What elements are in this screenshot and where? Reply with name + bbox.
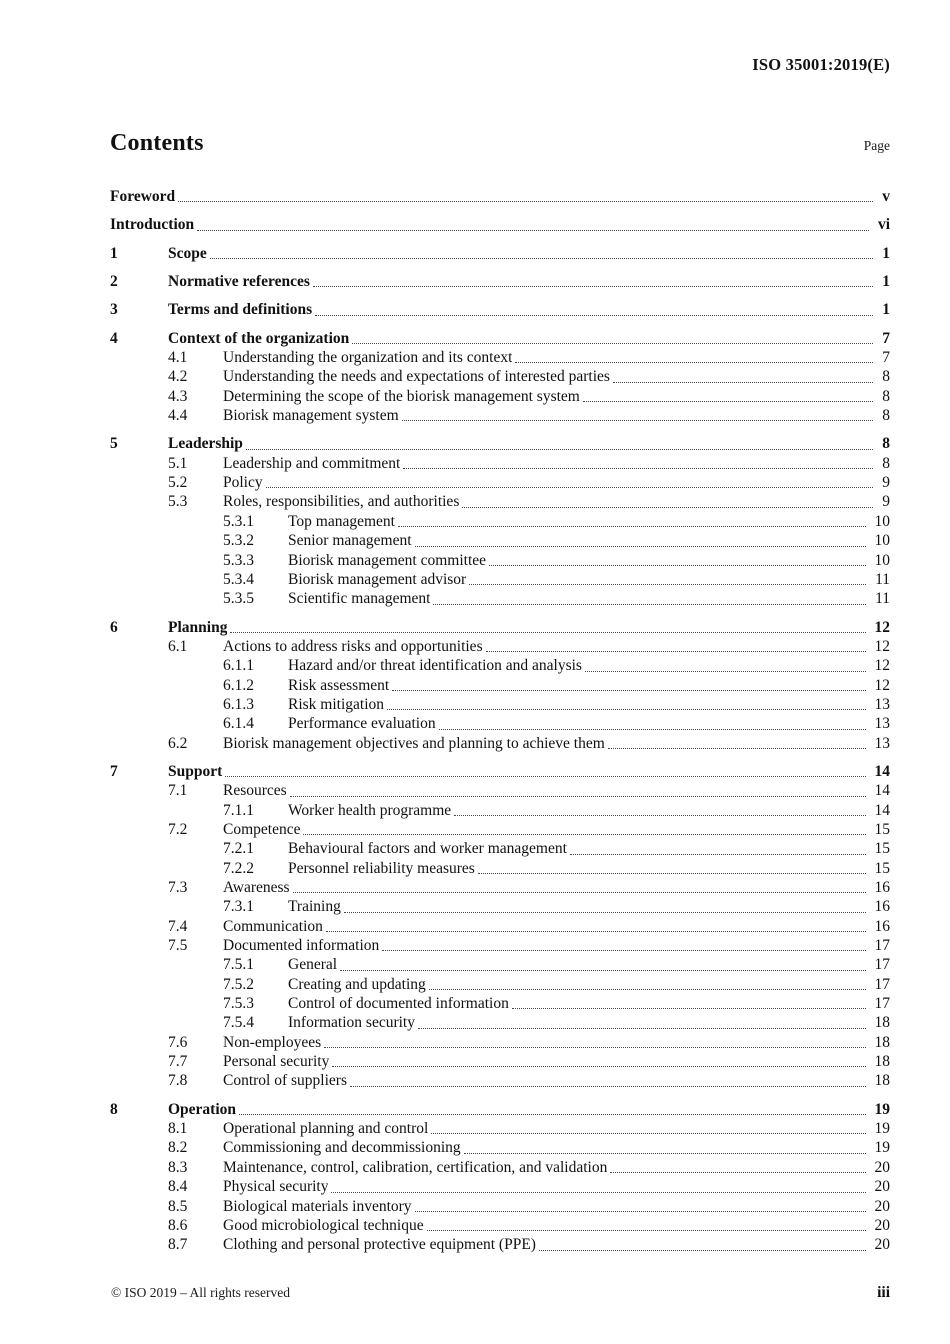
toc-row bbox=[110, 714, 890, 733]
section-number: 3 bbox=[110, 301, 118, 319]
section-title: Understanding the needs and expectations of interested parties bbox=[223, 368, 610, 386]
section-title: Control of documented information bbox=[288, 995, 509, 1013]
section-title: Good microbiological technique bbox=[223, 1216, 424, 1234]
section-title: Awareness bbox=[223, 879, 290, 896]
section-title: Actions to address risks and opportunities bbox=[223, 637, 483, 655]
section-number: 5.3.2 bbox=[223, 532, 254, 550]
toc-row bbox=[110, 329, 890, 348]
toc-row bbox=[110, 512, 890, 531]
section-page-number: 20 bbox=[874, 1178, 890, 1196]
section-title: Context of the organization bbox=[168, 329, 350, 347]
section-title: Biological materials inventory bbox=[223, 1197, 412, 1215]
dot-leader bbox=[431, 1133, 865, 1134]
section-page-number: 10 bbox=[874, 532, 890, 550]
toc-row bbox=[110, 348, 890, 367]
toc-row bbox=[110, 1177, 890, 1196]
section-number: 6.1.1 bbox=[223, 657, 254, 675]
section-title: Maintenance, control, calibration, certification, and validation bbox=[223, 1158, 608, 1176]
toc-row bbox=[110, 1100, 890, 1119]
section-page-number: 19 bbox=[874, 1100, 890, 1118]
dot-leader bbox=[415, 1211, 866, 1212]
section-number: 7 bbox=[110, 762, 118, 780]
dot-leader bbox=[398, 526, 866, 527]
section-page-number: 10 bbox=[874, 512, 890, 530]
section-page-number: 17 bbox=[874, 975, 890, 993]
section-page-number: 7 bbox=[882, 329, 890, 347]
toc-row bbox=[110, 1119, 890, 1138]
toc-row bbox=[110, 272, 890, 291]
section-number: 2 bbox=[110, 273, 118, 291]
toc-row bbox=[110, 215, 890, 234]
dot-leader bbox=[489, 565, 865, 566]
dot-leader bbox=[583, 401, 873, 402]
toc-row bbox=[110, 367, 890, 386]
section-page-number: 18 bbox=[874, 1033, 890, 1051]
toc-row bbox=[110, 936, 890, 955]
section-title: Commissioning and decommissioning bbox=[223, 1139, 461, 1157]
dot-leader bbox=[427, 1230, 866, 1231]
section-page-number: 1 bbox=[882, 244, 890, 262]
section-title: Biorisk management committee bbox=[288, 551, 487, 569]
section-title: Biorisk management objectives and planning to achieve them bbox=[223, 734, 605, 752]
toc-row bbox=[110, 589, 890, 608]
page-column-label: Page bbox=[863, 138, 890, 153]
dot-leader bbox=[331, 1192, 865, 1193]
section-title: Scientific management bbox=[288, 590, 431, 608]
section-title: Leadership and commitment bbox=[223, 454, 401, 472]
toc-row bbox=[110, 994, 890, 1013]
section-page-number: 20 bbox=[874, 1158, 890, 1176]
contents-title-row bbox=[110, 130, 890, 158]
section-page-number: 17 bbox=[874, 956, 890, 974]
section-page-number: 15 bbox=[874, 859, 890, 877]
section-number: 7.8 bbox=[168, 1072, 188, 1090]
dot-leader bbox=[344, 912, 866, 913]
dot-leader bbox=[387, 709, 865, 710]
section-number: 5.3.5 bbox=[223, 590, 254, 608]
toc-row bbox=[110, 637, 890, 656]
dot-leader bbox=[266, 487, 874, 488]
dot-leader bbox=[290, 796, 866, 797]
section-title: Foreword bbox=[110, 188, 176, 205]
section-page-number: 16 bbox=[874, 917, 890, 935]
section-number: 5.1 bbox=[168, 454, 188, 472]
section-number: 7.6 bbox=[168, 1033, 188, 1051]
dot-leader bbox=[418, 1028, 866, 1029]
section-number: 8.4 bbox=[168, 1178, 188, 1196]
section-number: 7.1 bbox=[168, 782, 188, 800]
dot-leader bbox=[539, 1250, 866, 1251]
dot-leader bbox=[340, 970, 865, 971]
section-page-number: 14 bbox=[874, 801, 890, 819]
section-page-number: v bbox=[882, 188, 890, 205]
section-page-number: 18 bbox=[874, 1014, 890, 1032]
section-number: 8.1 bbox=[168, 1120, 188, 1138]
toc-row bbox=[110, 1013, 890, 1032]
section-title: Risk assessment bbox=[288, 676, 390, 694]
section-title: Policy bbox=[223, 474, 263, 492]
section-number: 6.1 bbox=[168, 637, 188, 655]
section-title: Biorisk management advisor bbox=[288, 570, 467, 588]
section-title: Worker health programme bbox=[288, 801, 452, 819]
toc-row bbox=[110, 820, 890, 839]
dot-leader bbox=[464, 1153, 866, 1154]
dot-leader bbox=[293, 892, 866, 893]
section-number: 7.2 bbox=[168, 820, 188, 838]
section-title: Determining the scope of the biorisk management system bbox=[223, 387, 580, 405]
section-title: Terms and definitions bbox=[168, 301, 313, 319]
dot-leader bbox=[454, 815, 865, 816]
section-page-number: 9 bbox=[882, 474, 890, 492]
section-page-number: 13 bbox=[874, 734, 890, 752]
toc-row bbox=[110, 734, 890, 753]
toc-row bbox=[110, 454, 890, 473]
section-title: Training bbox=[288, 898, 341, 916]
dot-leader bbox=[486, 651, 866, 652]
section-page-number: 8 bbox=[882, 387, 890, 405]
dot-leader bbox=[415, 546, 866, 547]
section-page-number: 1 bbox=[882, 301, 890, 319]
section-page-number: 13 bbox=[874, 715, 890, 733]
document-footer bbox=[111, 1284, 890, 1302]
section-number: 6.1.3 bbox=[223, 695, 254, 713]
toc-row bbox=[110, 406, 890, 425]
toc-row bbox=[110, 244, 890, 263]
section-number: 8.3 bbox=[168, 1158, 188, 1176]
dot-leader bbox=[352, 343, 873, 344]
section-title: Physical security bbox=[223, 1178, 329, 1196]
dot-leader bbox=[403, 468, 873, 469]
toc-row bbox=[110, 531, 890, 550]
section-page-number: 1 bbox=[882, 273, 890, 291]
section-number: 8.6 bbox=[168, 1216, 188, 1234]
section-page-number: 16 bbox=[874, 898, 890, 916]
section-number: 7.3 bbox=[168, 879, 188, 896]
section-page-number: 12 bbox=[874, 657, 890, 675]
section-title: Top management bbox=[288, 512, 395, 530]
dot-leader bbox=[225, 776, 865, 777]
section-title: General bbox=[288, 956, 338, 974]
toc-row bbox=[110, 1216, 890, 1235]
section-number: 6 bbox=[110, 618, 118, 636]
section-number: 6.1.2 bbox=[223, 676, 254, 694]
toc-row bbox=[110, 1033, 890, 1052]
section-number: 7.5.2 bbox=[223, 975, 254, 993]
section-title: Communication bbox=[223, 917, 323, 935]
section-title: Information security bbox=[288, 1014, 415, 1032]
section-title: Personal security bbox=[223, 1053, 330, 1071]
section-page-number: 14 bbox=[874, 782, 890, 800]
section-page-number: 18 bbox=[874, 1053, 890, 1071]
dot-leader bbox=[239, 1114, 865, 1115]
section-number: 1 bbox=[110, 244, 118, 262]
section-title: Resources bbox=[223, 782, 287, 800]
dot-leader bbox=[210, 258, 874, 259]
toc-row bbox=[110, 187, 890, 206]
section-number: 8.7 bbox=[168, 1236, 188, 1254]
section-number: 4 bbox=[110, 329, 118, 347]
page-title: Contents bbox=[110, 130, 204, 156]
toc-row bbox=[110, 1138, 890, 1157]
section-title: Operation bbox=[168, 1100, 237, 1118]
folio-page-number: iii bbox=[877, 1284, 890, 1301]
section-number: 5.3.1 bbox=[223, 512, 254, 530]
section-page-number: 19 bbox=[874, 1139, 890, 1157]
dot-leader bbox=[613, 382, 873, 383]
section-number: 7.7 bbox=[168, 1053, 188, 1071]
toc-row bbox=[110, 618, 890, 637]
toc-row bbox=[110, 839, 890, 858]
section-title: Leadership bbox=[168, 435, 243, 453]
section-page-number: 13 bbox=[874, 695, 890, 713]
section-number: 4.3 bbox=[168, 387, 188, 405]
section-title: Hazard and/or threat identification and analysis bbox=[288, 657, 582, 675]
section-number: 8.5 bbox=[168, 1197, 188, 1215]
section-title: Roles, responsibilities, and authorities bbox=[223, 493, 460, 511]
dot-leader bbox=[350, 1086, 866, 1087]
section-number: 7.5.3 bbox=[223, 995, 254, 1013]
dot-leader bbox=[326, 931, 866, 932]
section-title: Non-employees bbox=[223, 1033, 322, 1051]
section-page-number: 7 bbox=[882, 349, 890, 367]
section-page-number: 11 bbox=[875, 590, 890, 608]
toc-row bbox=[110, 676, 890, 695]
section-number: 7.1.1 bbox=[223, 801, 254, 819]
copyright-notice: © ISO 2019 – All rights reserved bbox=[111, 1285, 290, 1300]
dot-leader bbox=[515, 362, 873, 363]
section-page-number: 17 bbox=[874, 995, 890, 1013]
dot-leader bbox=[315, 315, 873, 316]
section-page-number: 10 bbox=[874, 551, 890, 569]
section-number: 7.5.4 bbox=[223, 1014, 254, 1032]
toc-row bbox=[110, 1052, 890, 1071]
section-title: Normative references bbox=[168, 273, 310, 291]
section-page-number: 8 bbox=[882, 454, 890, 472]
dot-leader bbox=[246, 449, 873, 450]
dot-leader bbox=[478, 873, 866, 874]
dot-leader bbox=[439, 729, 866, 730]
section-title: Introduction bbox=[110, 216, 195, 234]
dot-leader bbox=[303, 834, 865, 835]
dot-leader bbox=[570, 854, 866, 855]
section-page-number: 16 bbox=[874, 879, 890, 896]
section-page-number: 20 bbox=[874, 1197, 890, 1215]
section-title: Clothing and personal protective equipment (PPE) bbox=[223, 1236, 536, 1254]
section-title: Senior management bbox=[288, 532, 412, 550]
section-title: Risk mitigation bbox=[288, 695, 385, 713]
section-number: 4.1 bbox=[168, 349, 188, 367]
dot-leader bbox=[324, 1047, 865, 1048]
section-page-number: 14 bbox=[874, 762, 890, 780]
dot-leader bbox=[332, 1066, 865, 1067]
toc-row bbox=[110, 975, 890, 994]
section-number: 5 bbox=[110, 435, 118, 453]
dot-leader bbox=[392, 690, 865, 691]
section-number: 8.2 bbox=[168, 1139, 188, 1157]
dot-leader bbox=[512, 1008, 866, 1009]
section-page-number: 12 bbox=[874, 676, 890, 694]
toc-row bbox=[110, 1197, 890, 1216]
section-number: 5.3.3 bbox=[223, 551, 254, 569]
section-number: 6.2 bbox=[168, 734, 188, 752]
document-header bbox=[110, 55, 890, 75]
toc-row bbox=[110, 1158, 890, 1177]
section-number: 5.2 bbox=[168, 474, 188, 492]
section-page-number: 8 bbox=[882, 435, 890, 453]
section-number: 5.3 bbox=[168, 493, 188, 511]
section-title: Behavioural factors and worker management bbox=[288, 840, 567, 858]
toc-row bbox=[110, 762, 890, 781]
section-page-number: 19 bbox=[874, 1120, 890, 1138]
dot-leader bbox=[197, 230, 869, 231]
section-title: Understanding the organization and its context bbox=[223, 349, 513, 367]
section-title: Planning bbox=[168, 618, 228, 636]
table-of-contents bbox=[110, 178, 890, 1255]
toc-row bbox=[110, 1071, 890, 1090]
section-page-number: 15 bbox=[874, 840, 890, 858]
section-page-number: 8 bbox=[882, 407, 890, 425]
toc-row bbox=[110, 1235, 890, 1254]
section-number: 7.5 bbox=[168, 937, 188, 955]
toc-row bbox=[110, 492, 890, 511]
toc-row bbox=[110, 656, 890, 675]
toc-row bbox=[110, 473, 890, 492]
dot-leader bbox=[608, 748, 866, 749]
dot-leader bbox=[382, 950, 865, 951]
section-page-number: 12 bbox=[874, 618, 890, 636]
toc-row bbox=[110, 897, 890, 916]
section-page-number: 20 bbox=[874, 1216, 890, 1234]
section-title: Scope bbox=[168, 244, 207, 262]
toc-row bbox=[110, 387, 890, 406]
toc-row bbox=[110, 917, 890, 936]
dot-leader bbox=[230, 632, 865, 633]
section-page-number: 12 bbox=[874, 637, 890, 655]
toc-row bbox=[110, 781, 890, 800]
section-number: 5.3.4 bbox=[223, 570, 254, 588]
toc-row bbox=[110, 434, 890, 453]
section-title: Operational planning and control bbox=[223, 1120, 429, 1138]
toc-row bbox=[110, 955, 890, 974]
section-number: 7.3.1 bbox=[223, 898, 254, 916]
section-number: 7.2.2 bbox=[223, 859, 254, 877]
section-title: Creating and updating bbox=[288, 975, 426, 993]
toc-row bbox=[110, 859, 890, 878]
section-title: Biorisk management system bbox=[223, 407, 399, 425]
section-number: 7.2.1 bbox=[223, 840, 254, 858]
section-title: Support bbox=[168, 762, 223, 780]
dot-leader bbox=[469, 584, 866, 585]
section-title: Personnel reliability measures bbox=[288, 859, 475, 877]
toc-row bbox=[110, 878, 890, 897]
toc-row bbox=[110, 551, 890, 570]
section-title: Control of suppliers bbox=[223, 1072, 347, 1090]
section-title: Competence bbox=[223, 820, 301, 838]
section-number: 6.1.4 bbox=[223, 715, 254, 733]
section-title: Performance evaluation bbox=[288, 715, 436, 733]
toc-row bbox=[110, 570, 890, 589]
dot-leader bbox=[585, 671, 866, 672]
dot-leader bbox=[178, 201, 873, 202]
section-page-number: 8 bbox=[882, 368, 890, 386]
toc-row bbox=[110, 801, 890, 820]
dot-leader bbox=[462, 507, 873, 508]
section-page-number: 11 bbox=[875, 570, 890, 588]
section-page-number: vi bbox=[877, 216, 890, 234]
dot-leader bbox=[402, 420, 874, 421]
section-number: 8 bbox=[110, 1100, 118, 1118]
dot-leader bbox=[429, 989, 866, 990]
toc-row bbox=[110, 695, 890, 714]
section-page-number: 20 bbox=[874, 1236, 890, 1254]
section-number: 7.5.1 bbox=[223, 956, 254, 974]
section-page-number: 15 bbox=[874, 820, 890, 838]
toc-row bbox=[110, 300, 890, 319]
dot-leader bbox=[313, 286, 873, 287]
section-page-number: 17 bbox=[874, 937, 890, 955]
section-title: Documented information bbox=[223, 937, 380, 955]
section-page-number: 9 bbox=[882, 493, 890, 511]
section-number: 4.4 bbox=[168, 407, 188, 425]
section-page-number: 18 bbox=[874, 1072, 890, 1090]
section-number: 7.4 bbox=[168, 917, 188, 935]
dot-leader bbox=[433, 604, 866, 605]
document-reference: ISO 35001:2019(E) bbox=[752, 55, 890, 74]
section-number: 4.2 bbox=[168, 368, 188, 386]
dot-leader bbox=[610, 1172, 865, 1173]
